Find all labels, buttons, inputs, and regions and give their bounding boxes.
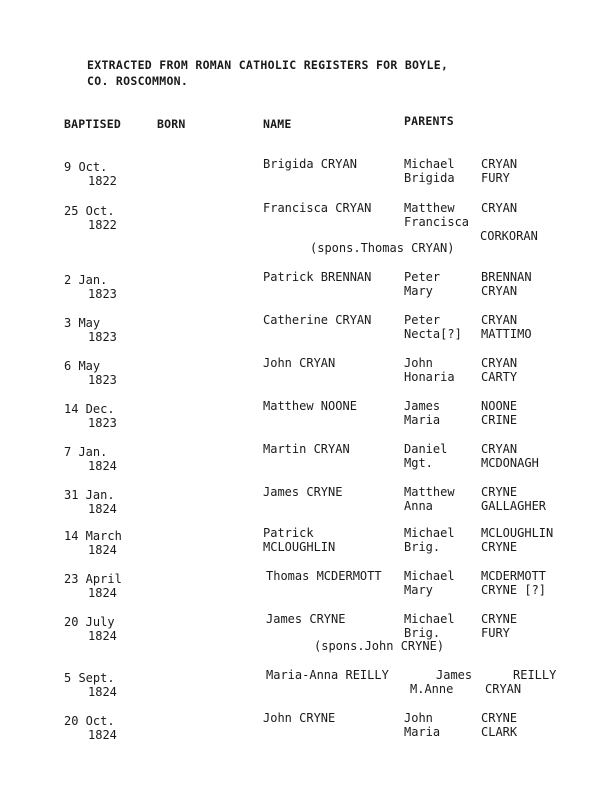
- header-baptised: BAPTISED: [64, 117, 121, 131]
- entry-2-baptised-date: 25 Oct.: [64, 204, 115, 218]
- header-name: NAME: [263, 117, 292, 131]
- entry-10-baptised-year: 1824: [88, 586, 117, 600]
- entry-4-name: Catherine CRYAN: [263, 313, 372, 327]
- entry-11-father-surname: CRYNE: [481, 612, 518, 626]
- entry-2-baptised-year: 1822: [88, 218, 117, 232]
- entry-3-baptised-year: 1823: [88, 287, 117, 301]
- entry-2-mother-surname-line-2: CORKORAN: [480, 229, 538, 243]
- entry-10-name: Thomas MCDERMOTT: [266, 569, 382, 583]
- entry-7-father-first: Daniel: [404, 442, 448, 456]
- entry-4-mother-first: Necta[?]: [404, 327, 462, 341]
- entry-8-father-first: Matthew: [404, 485, 455, 499]
- entry-13-name: John CRYNE: [263, 711, 336, 725]
- entry-6-baptised-date: 14 Dec.: [64, 402, 115, 416]
- entry-13-father-first: John: [404, 711, 433, 725]
- entry-1-baptised-year: 1822: [88, 174, 117, 188]
- entry-9-father-surname: MCLOUGHLIN: [481, 526, 554, 540]
- entry-5-mother-surname: CARTY: [481, 370, 518, 384]
- entry-5-name: John CRYAN: [263, 356, 336, 370]
- entry-11-father-first: Michael: [404, 612, 455, 626]
- entry-9-mother-first: Brig.: [404, 540, 441, 554]
- entry-10-father-first: Michael: [404, 569, 455, 583]
- entry-2-father-surname: CRYAN: [481, 201, 518, 215]
- entry-12-name: Maria-Anna REILLY: [266, 668, 389, 682]
- entry-1-mother-first: Brigida: [404, 171, 455, 185]
- entry-3-baptised-date: 2 Jan.: [64, 273, 108, 287]
- entry-6-baptised-year: 1823: [88, 416, 117, 430]
- entry-6-mother-first: Maria: [404, 413, 441, 427]
- entry-7-baptised-year: 1824: [88, 459, 117, 473]
- header-born: BORN: [157, 117, 186, 131]
- entry-6-father-surname: NOONE: [481, 399, 518, 413]
- entry-5-father-first: John: [404, 356, 433, 370]
- entry-12-mother-surname: CRYAN: [485, 682, 522, 696]
- entry-6-name: Matthew NOONE: [263, 399, 357, 413]
- entry-4-baptised-date: 3 May: [64, 316, 101, 330]
- entry-3-name: Patrick BRENNAN: [263, 270, 372, 284]
- entry-9-name: Patrick: [263, 526, 314, 540]
- entry-13-baptised-date: 20 Oct.: [64, 714, 115, 728]
- entry-4-father-surname: CRYAN: [481, 313, 518, 327]
- entry-11-baptised-year: 1824: [88, 629, 117, 643]
- entry-12-baptised-date: 5 Sept.: [64, 671, 115, 685]
- entry-9-father-first: Michael: [404, 526, 455, 540]
- entry-8-baptised-year: 1824: [88, 502, 117, 516]
- entry-12-baptised-year: 1824: [88, 685, 117, 699]
- entry-8-name: James CRYNE: [263, 485, 343, 499]
- entry-13-mother-surname: CLARK: [481, 725, 518, 739]
- entry-12-mother-first: M.Anne: [410, 682, 454, 696]
- entry-9-baptised-date: 14 March: [64, 529, 122, 543]
- entry-7-baptised-date: 7 Jan.: [64, 445, 108, 459]
- entry-5-father-surname: CRYAN: [481, 356, 518, 370]
- entry-1-baptised-date: 9 Oct.: [64, 160, 108, 174]
- entry-3-father-surname: BRENNAN: [481, 270, 532, 284]
- header-parents: PARENTS: [404, 114, 454, 128]
- entry-11-sponsor: (spons.John CRYNE): [314, 639, 445, 653]
- entry-2-name: Francisca CRYAN: [263, 201, 372, 215]
- entry-7-name: Martin CRYAN: [263, 442, 350, 456]
- entry-10-mother-first: Mary: [404, 583, 433, 597]
- entry-11-mother-first: Brig.: [404, 626, 441, 640]
- entry-11-baptised-date: 20 July: [64, 615, 115, 629]
- entry-13-father-surname: CRYNE: [481, 711, 518, 725]
- entry-5-baptised-date: 6 May: [64, 359, 101, 373]
- entry-1-name: Brigida CRYAN: [263, 157, 357, 171]
- entry-6-father-first: James: [404, 399, 441, 413]
- entry-5-baptised-year: 1823: [88, 373, 117, 387]
- document-title-line-2: CO. ROSCOMMON.: [87, 74, 189, 88]
- entry-3-mother-surname: CRYAN: [481, 284, 518, 298]
- entry-10-mother-surname: CRYNE [?]: [481, 583, 547, 597]
- entry-8-mother-surname: GALLAGHER: [481, 499, 547, 513]
- entry-10-baptised-date: 23 April: [64, 572, 122, 586]
- entry-13-baptised-year: 1824: [88, 728, 117, 742]
- entry-7-mother-first: Mgt.: [404, 456, 433, 470]
- entry-6-mother-surname: CRINE: [481, 413, 518, 427]
- document-title-line-1: EXTRACTED FROM ROMAN CATHOLIC REGISTERS FOR BOYLE,: [87, 58, 449, 72]
- entry-1-mother-surname: FURY: [481, 171, 510, 185]
- entry-10-father-surname: MCDERMOTT: [481, 569, 547, 583]
- entry-8-father-surname: CRYNE: [481, 485, 518, 499]
- entry-5-mother-first: Honaria: [404, 370, 455, 384]
- entry-3-father-first: Peter: [404, 270, 441, 284]
- entry-7-father-surname: CRYAN: [481, 442, 518, 456]
- entry-9-name-line-2: MCLOUGHLIN: [263, 540, 336, 554]
- entry-4-father-first: Peter: [404, 313, 441, 327]
- entry-2-sponsor: (spons.Thomas CRYAN): [310, 241, 455, 255]
- entry-12-father-first: James: [436, 668, 473, 682]
- entry-4-mother-surname: MATTIMO: [481, 327, 532, 341]
- entry-11-name: James CRYNE: [266, 612, 346, 626]
- entry-9-baptised-year: 1824: [88, 543, 117, 557]
- entry-9-mother-surname: CRYNE: [481, 540, 518, 554]
- entry-3-mother-first: Mary: [404, 284, 433, 298]
- entry-2-mother-first: Francisca: [404, 215, 470, 229]
- entry-7-mother-surname: MCDONAGH: [481, 456, 539, 470]
- entry-1-father-surname: CRYAN: [481, 157, 518, 171]
- entry-4-baptised-year: 1823: [88, 330, 117, 344]
- entry-12-father-surname: REILLY: [513, 668, 557, 682]
- entry-8-mother-first: Anna: [404, 499, 433, 513]
- entry-11-mother-surname: FURY: [481, 626, 510, 640]
- entry-8-baptised-date: 31 Jan.: [64, 488, 115, 502]
- entry-1-father-first: Michael: [404, 157, 455, 171]
- entry-2-father-first: Matthew: [404, 201, 455, 215]
- entry-13-mother-first: Maria: [404, 725, 441, 739]
